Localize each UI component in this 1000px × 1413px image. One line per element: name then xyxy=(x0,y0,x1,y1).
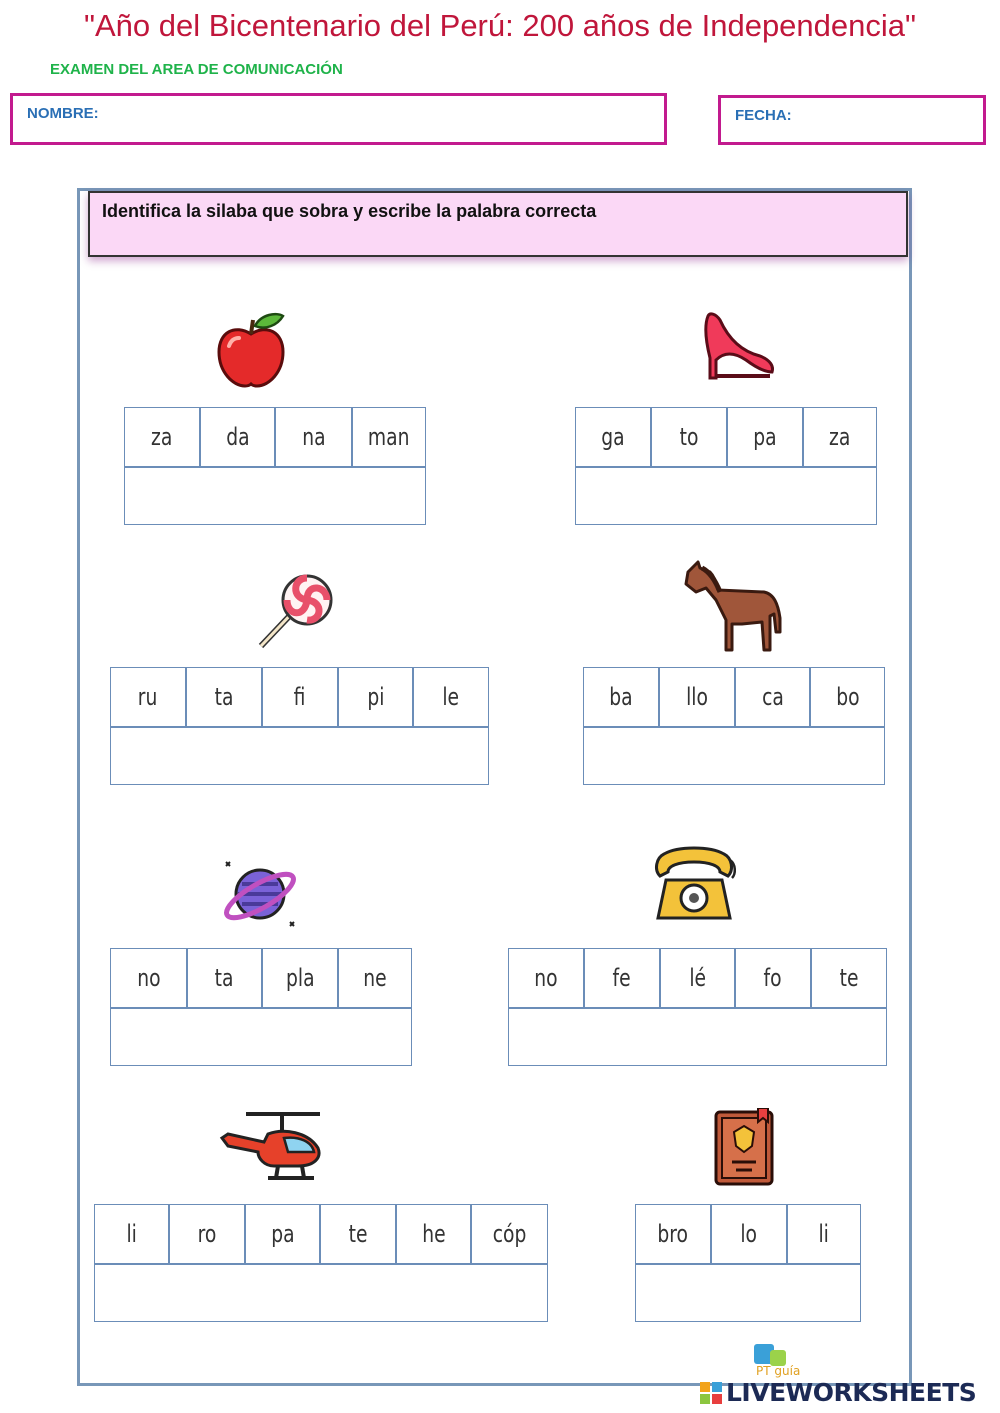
syllable-cell: pi xyxy=(338,667,413,727)
syllable-cell: fe xyxy=(584,948,660,1008)
name-field[interactable] xyxy=(10,93,667,145)
syllable-row xyxy=(124,407,426,467)
syllable-cell: za xyxy=(803,407,877,467)
syllable-cell: za xyxy=(124,407,200,467)
liveworksheets-logo-icon xyxy=(700,1382,722,1406)
syllable-cell: he xyxy=(396,1204,471,1264)
instruction-text: Identifica la silaba que sobra y escribe la palabra correcta xyxy=(102,201,597,221)
planet-icon xyxy=(220,856,300,930)
ptguia-logo-text: PT guía xyxy=(756,1364,801,1378)
syllable-cell: ru xyxy=(110,667,186,727)
syllable-row xyxy=(110,667,489,727)
syllable-cell: ba xyxy=(583,667,659,727)
book-icon xyxy=(712,1108,778,1190)
syllable-row xyxy=(110,948,412,1008)
syllable-cell: na xyxy=(275,407,352,467)
exercise-shoe xyxy=(575,407,877,525)
syllable-row xyxy=(583,667,885,727)
syllable-cell: lé xyxy=(660,948,735,1008)
syllable-cell: bo xyxy=(810,667,885,727)
instruction-box xyxy=(88,191,908,257)
syllable-cell: pa xyxy=(727,407,803,467)
exercise-helicopter xyxy=(94,1204,548,1322)
syllable-row xyxy=(575,407,877,467)
syllable-cell: pla xyxy=(262,948,338,1008)
syllable-cell: man xyxy=(352,407,426,467)
helicopter-icon xyxy=(218,1108,326,1188)
syllable-cell: bro xyxy=(635,1204,711,1264)
syllable-cell: ca xyxy=(735,667,810,727)
exam-subtitle: EXAMEN DEL AREA DE COMUNICACIÓN xyxy=(50,61,343,78)
page-title: "Año del Bicentenario del Perú: 200 años de Independencia" xyxy=(83,8,917,43)
syllable-cell: le xyxy=(413,667,489,727)
exercise-book xyxy=(635,1204,861,1322)
exercise-lollipop xyxy=(110,667,489,785)
syllable-cell: ro xyxy=(169,1204,245,1264)
name-label: NOMBRE: xyxy=(27,105,99,122)
lollipop-icon xyxy=(255,572,335,652)
syllable-cell: pa xyxy=(245,1204,320,1264)
syllable-cell: ne xyxy=(338,948,412,1008)
syllable-cell: to xyxy=(651,407,727,467)
date-field[interactable] xyxy=(718,95,986,145)
syllable-row xyxy=(94,1204,548,1264)
answer-input[interactable] xyxy=(110,727,489,785)
syllable-row xyxy=(508,948,887,1008)
answer-input[interactable] xyxy=(124,467,426,525)
answer-input[interactable] xyxy=(110,1008,412,1066)
answer-input[interactable] xyxy=(583,727,885,785)
syllable-cell: da xyxy=(200,407,275,467)
syllable-cell: no xyxy=(508,948,584,1008)
answer-input[interactable] xyxy=(94,1264,548,1322)
answer-input[interactable] xyxy=(635,1264,861,1322)
syllable-cell: fo xyxy=(735,948,811,1008)
syllable-cell: ta xyxy=(187,948,262,1008)
syllable-cell: te xyxy=(811,948,887,1008)
exercise-telephone xyxy=(508,948,887,1066)
exercise-planet xyxy=(110,948,412,1066)
syllable-cell: cóp xyxy=(471,1204,548,1264)
syllable-row xyxy=(635,1204,861,1264)
syllable-cell: llo xyxy=(659,667,735,727)
syllable-cell: li xyxy=(94,1204,169,1264)
syllable-cell: te xyxy=(320,1204,396,1264)
ptguia-logo xyxy=(752,1342,808,1378)
high-heel-shoe-icon xyxy=(700,312,776,382)
exercise-horse xyxy=(583,667,885,785)
date-label: FECHA: xyxy=(735,107,792,124)
telephone-icon xyxy=(650,840,740,924)
answer-input[interactable] xyxy=(508,1008,887,1066)
syllable-cell: ga xyxy=(575,407,651,467)
syllable-cell: fi xyxy=(262,667,338,727)
liveworksheets-brand: LIVEWORKSHEETS xyxy=(726,1378,977,1407)
answer-input[interactable] xyxy=(575,467,877,525)
horse-icon xyxy=(680,558,786,654)
syllable-cell: ta xyxy=(186,667,262,727)
apple-icon xyxy=(215,312,287,388)
syllable-cell: lo xyxy=(711,1204,787,1264)
syllable-cell: li xyxy=(787,1204,861,1264)
syllable-cell: no xyxy=(110,948,187,1008)
exercise-apple xyxy=(124,407,426,525)
